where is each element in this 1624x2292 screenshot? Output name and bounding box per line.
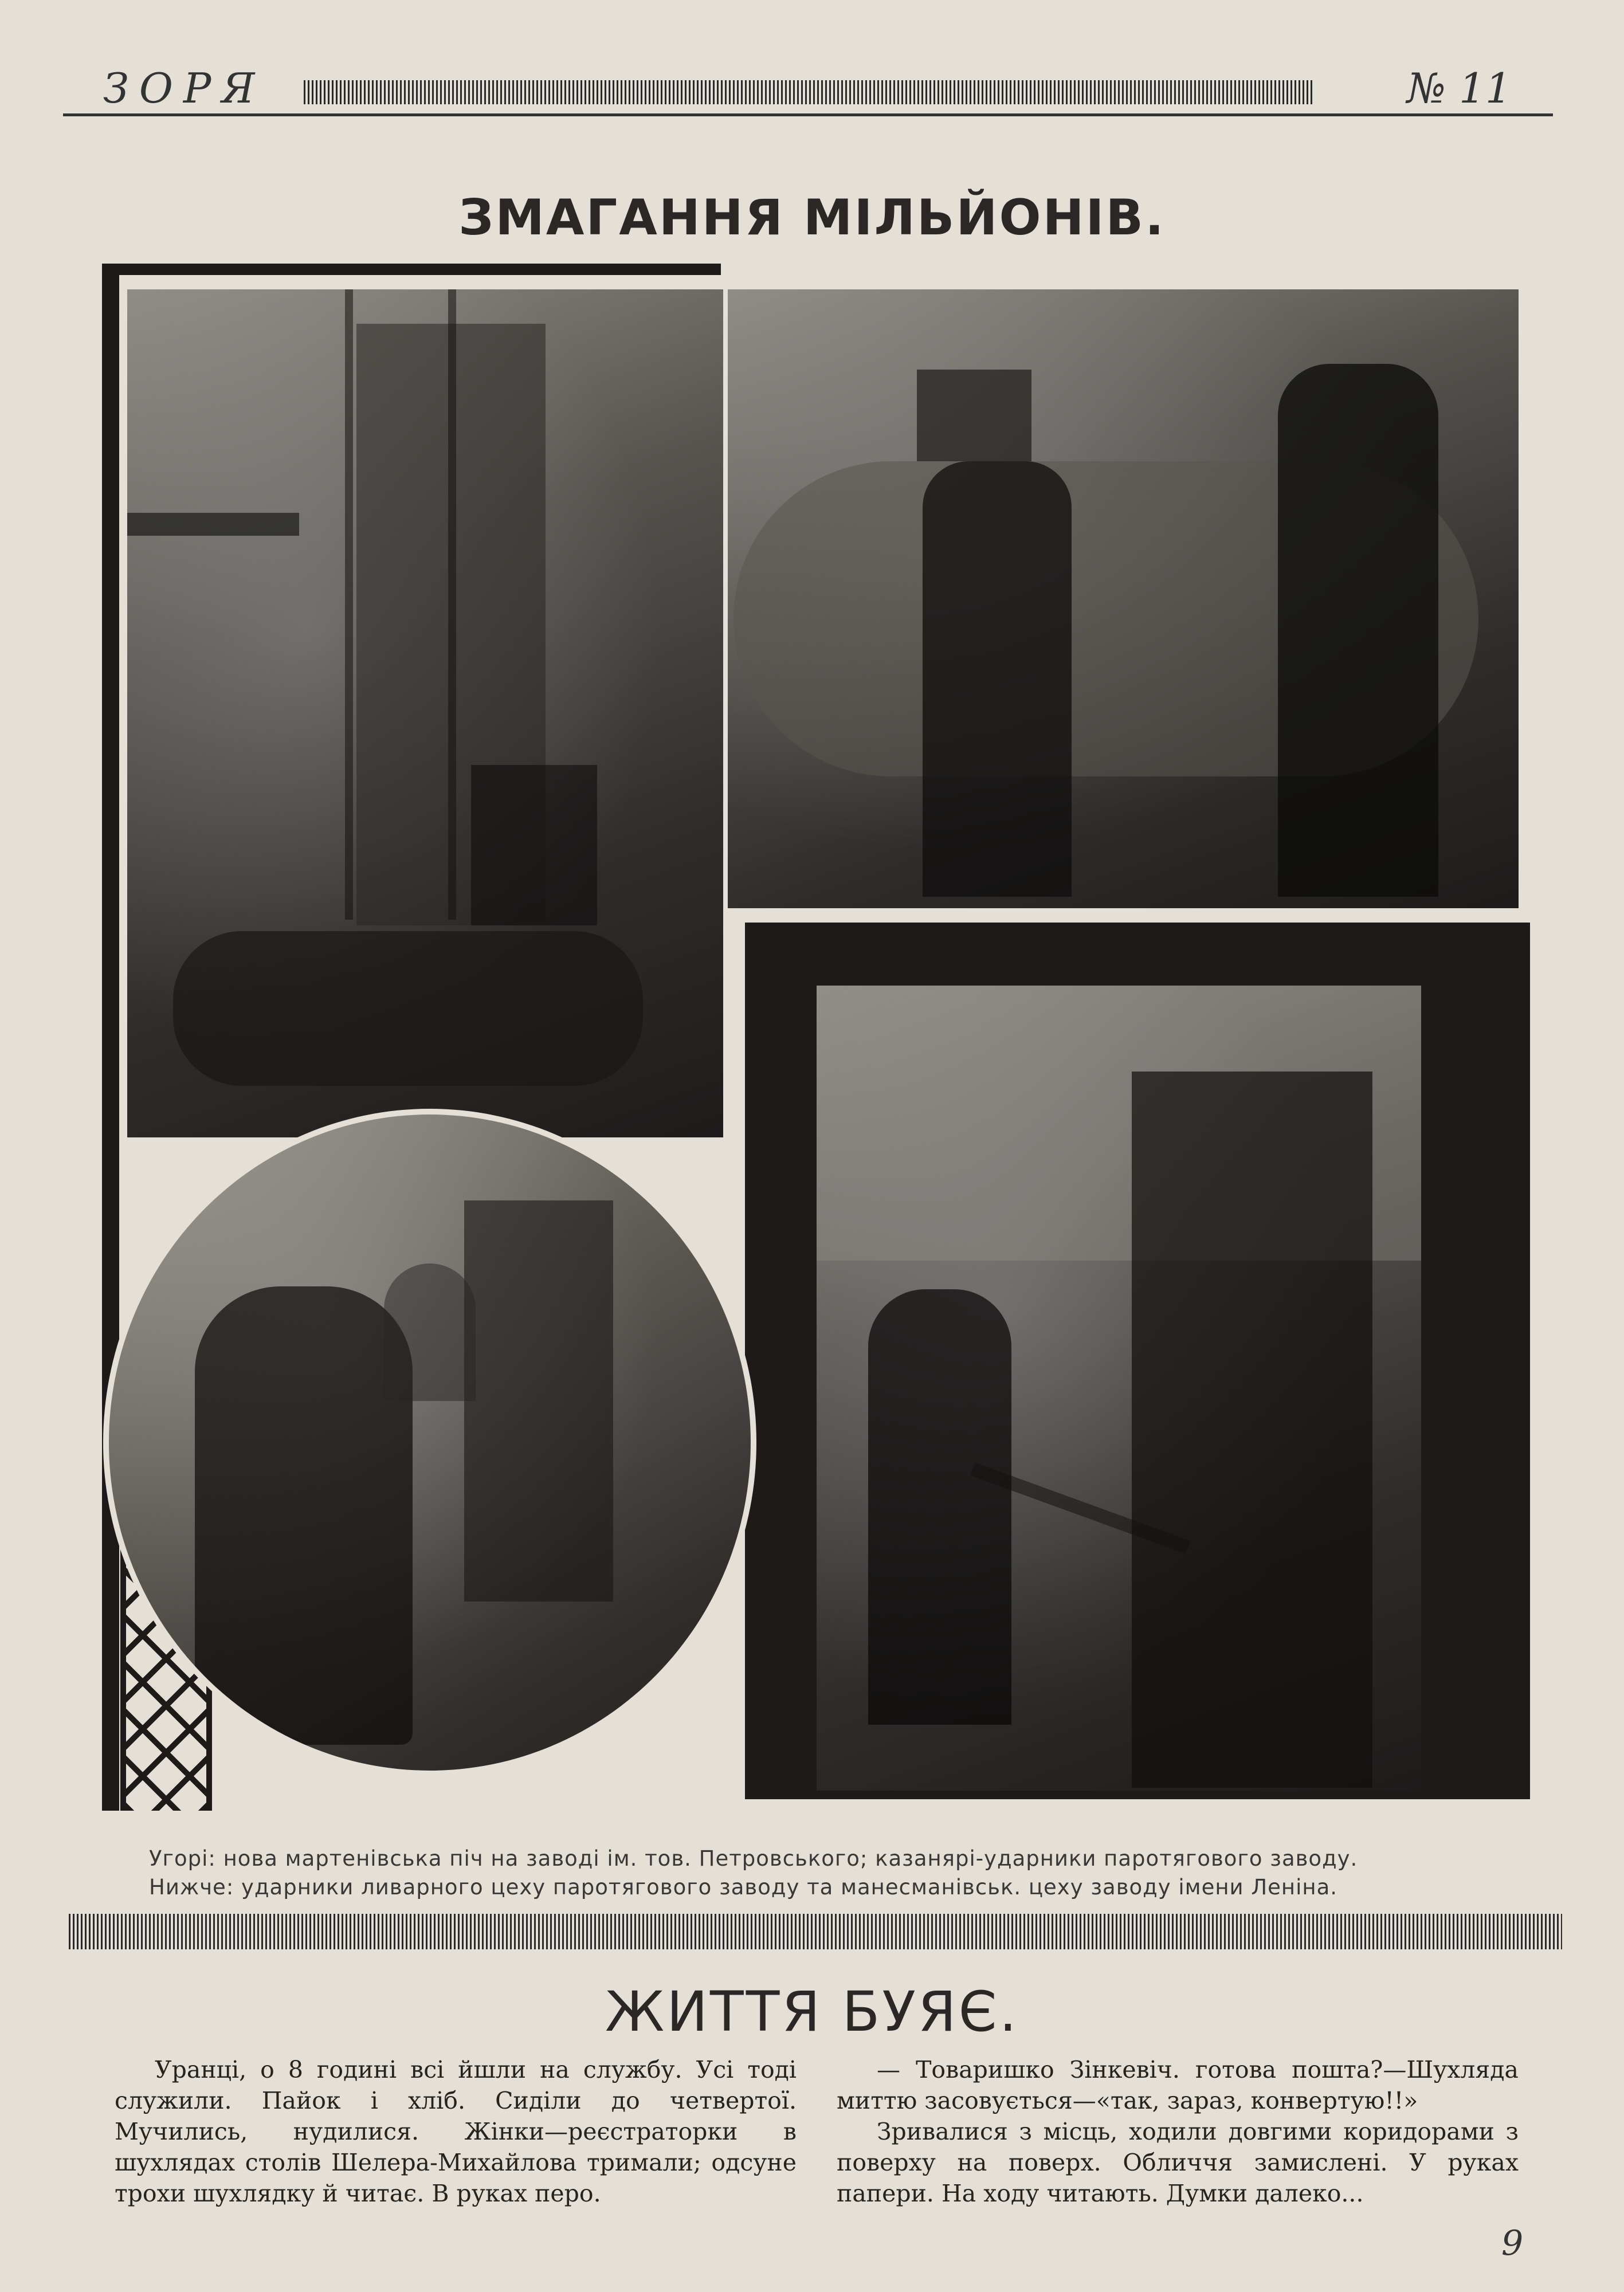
lattice-girder-left (762, 1020, 819, 1708)
header-ornament-bar (304, 80, 1312, 104)
article-title: ЗМАГАННЯ МІЛЬЙОНІВ. (458, 189, 1166, 246)
paragraph: Уранці, о 8 годині всі йшли на службу. Усі тоді служили. Пайок і хліб. Сиділи до четвертої. Мучились, нудилися. Жінки—реєстраторки в шухлядах столів Шелера-Михайлова тримали; одсуне трохи шухлядку й читає. В руках перо. (115, 2056, 797, 2207)
header-rule (63, 113, 1553, 116)
frame-left (102, 264, 119, 1811)
photo-caption-bottom: Нижче: ударники ливарного цеху паротягового заводу та манесманівськ. цеху заводу імени Леніна. (149, 1875, 1338, 1899)
body-column-left (115, 2054, 797, 2209)
photo-boilermakers (728, 289, 1519, 908)
issue-number: № 11 (1407, 64, 1512, 112)
photo-foundry-circle (103, 1109, 756, 1776)
body-column-right (837, 2054, 1519, 2209)
photo-forge-worker (817, 986, 1421, 1791)
lattice-girder-right (1438, 1089, 1507, 1765)
paragraph: — Товаришко Зінкевіч. готова пошта?—Шухляда миттю засовується—«так, зараз, конвертую!!» (837, 2056, 1519, 2114)
frame-top (102, 264, 721, 275)
photo-furnace (127, 289, 723, 1137)
section-title: ЖИТТЯ БУЯЄ. (605, 1980, 1019, 2044)
paragraph: Зривалися з місць, ходили довгими коридорами з поверху на поверх. Обличчя замислені. У руках папери. На ходу читають. Думки далеко... (837, 2118, 1519, 2207)
section-divider (69, 1914, 1562, 1949)
magazine-title: ЗОРЯ (103, 64, 265, 112)
photo-caption-top: Угорі: нова мартенівська піч на заводі ім. тов. Петровського; казанярі-ударники паротягового заводу. (149, 1846, 1358, 1871)
page-number: 9 (1501, 2223, 1524, 2263)
